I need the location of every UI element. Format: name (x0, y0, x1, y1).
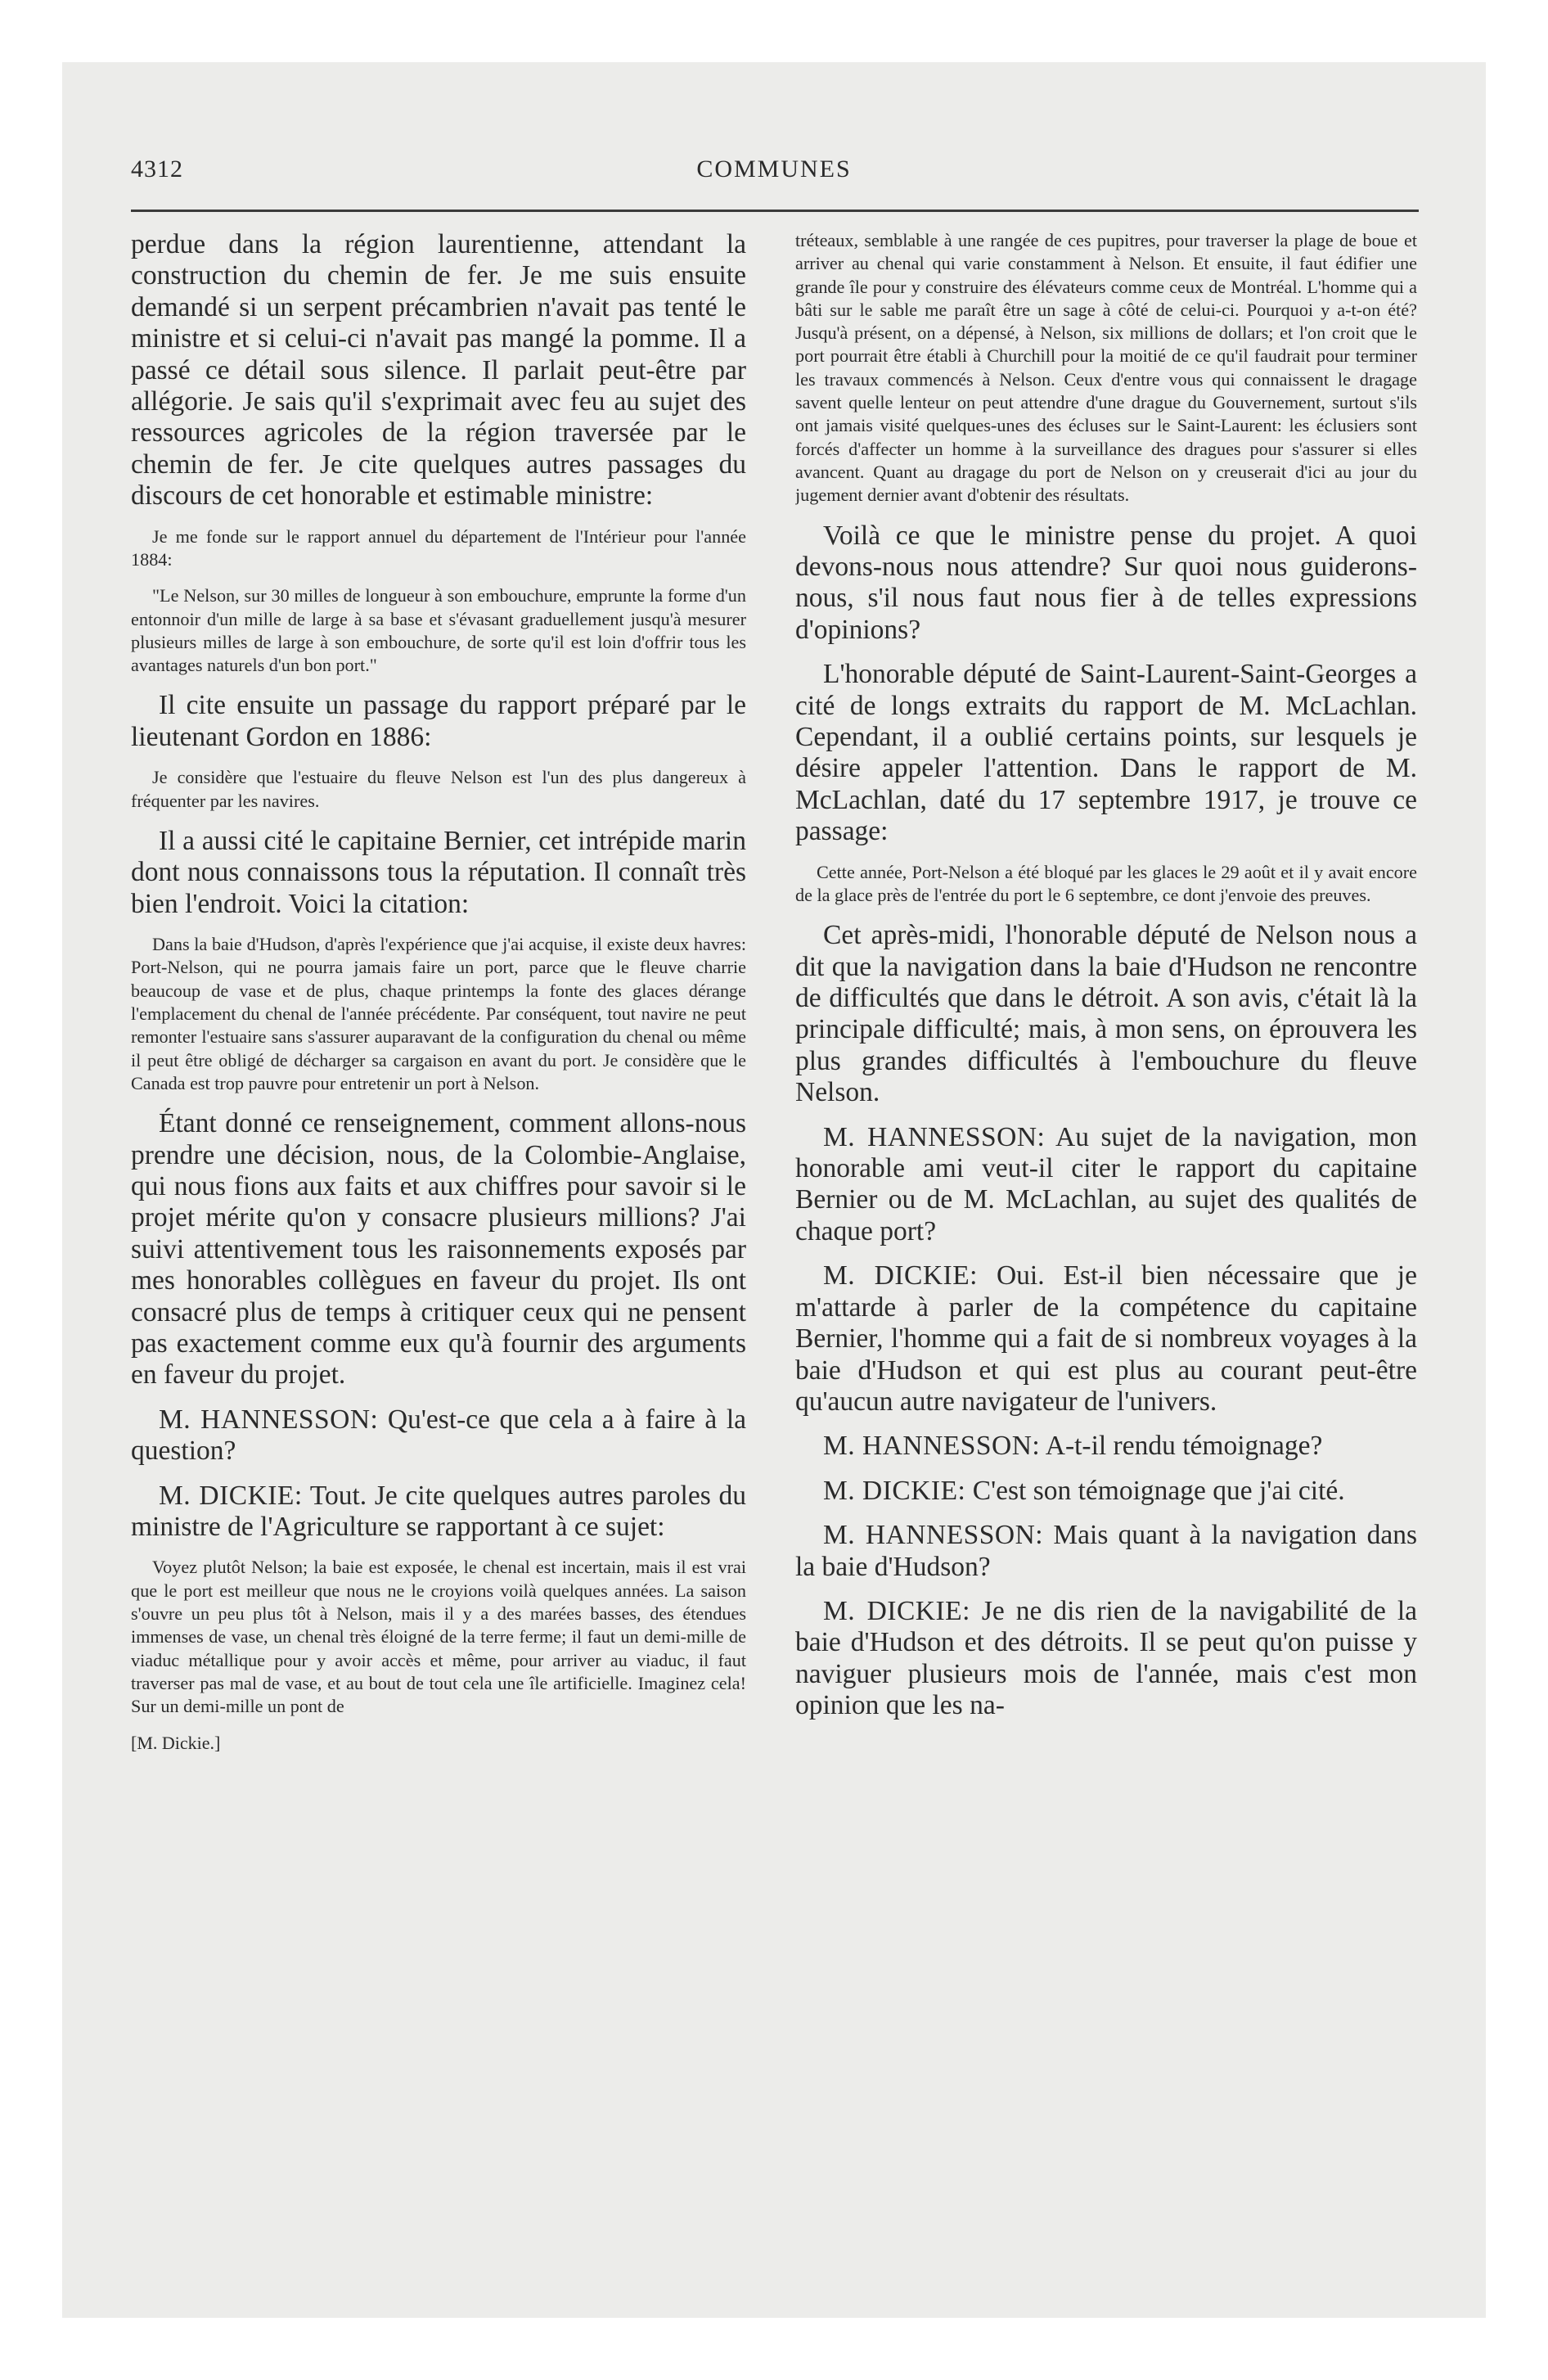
speech-paragraph (795, 1260, 1417, 1418)
speech-text: Mais quant à la navigation dans la baie d'Hudson? (795, 1520, 1417, 1582)
speech-text: Qu'est-ce que cela a à faire à la question? (131, 1404, 746, 1467)
quoted-passage: tréteaux, semblable à une rangée de ces pupitres, pour traverser la plage de boue et arriver au chenal qui varie constamment à Nelson. Et ensuite, il faut édifier une grande île pour y construire des élévateurs comme ceux de Montréal. L'homme qui a bâti sur le sable me paraît être un sage à côté de celui-ci. Pourquoi y a-t-on été? Jusqu'à présent, on a dépensé, à Nelson, six millions de dollars; et l'on croit que le port pourrait être établi à Churchill pour la moitié de ce qu'il faudrait pour terminer les travaux commencés à Nelson. Ceux d'entre vous qui connaissent le dragage savent quelle lenteur on peut attendre d'une drague du Gouvernement, surtout s'ils ont jamais visité quelques-unes des écluses sur le Saint-Laurent: les éclusiers sont forcés d'affecter un homme à la surveillance des dragues pour s'assurer si elles avancent. Quant au dragage du port de Nelson on y creuserait d'ici au jour du jugement dernier avant d'obtenir des résultats. (795, 230, 1417, 506)
speaker-name: M. HANNESSON: (159, 1404, 379, 1435)
footer-speaker-note: [M. Dickie.] (131, 1732, 221, 1753)
speech-paragraph (795, 1122, 1417, 1248)
header-rule (131, 210, 1419, 212)
running-title: COMMUNES (696, 156, 852, 183)
speech-paragraph: Il cite ensuite un passage du rapport préparé par le lieutenant Gordon en 1886: (131, 690, 746, 752)
speech-text: Je ne dis rien de la navigabilité de la baie d'Hudson et des détroits. Il se peut qu'on puisse y naviguer plusieurs mois de l'année, mais c'est mon opinion que les na- (795, 1595, 1417, 1721)
speech-paragraph (131, 1404, 746, 1467)
speech-text: A-t-il rendu témoignage? (1040, 1431, 1323, 1462)
speaker-name: M. DICKIE: (159, 1480, 303, 1511)
quoted-passage: Voyez plutôt Nelson; la baie est exposée, le chenal est incertain, mais il est vrai que le port est meilleur que nous ne le croyions voilà quelques années. La saison s'ouvre un peu plus tôt à Nelson, mais il y a des marées basses, des étendues immenses de vase, un chenal très éloigné de la terre ferme; il faut un demi-mille de viaduc métallique pour y avoir accès et même, pour arriver au viaduc, il faut traverser pas mal de vase, et au bout de tout cela une île artificielle. Imaginez cela! Sur un demi-mille un pont de (131, 1557, 746, 1717)
quoted-passage: Je considère que l'estuaire du fleuve Nelson est l'un des plus dangereux à fréquenter par les navires. (131, 767, 746, 811)
speech-text: C'est son témoignage que j'ai cité. (965, 1475, 1345, 1506)
quoted-passage: "Le Nelson, sur 30 milles de longueur à son embouchure, emprunte la forme d'un entonnoir d'un mille de large à sa base et s'évasant graduellement jusqu'à mesurer plusieurs milles de large à son embouchure, de sorte qu'il est loin d'offrir tous les avantages naturels d'un bon port." (131, 585, 746, 676)
page-number: 4312 (131, 156, 183, 183)
speaker-name: M. DICKIE: (823, 1475, 966, 1506)
quoted-passage: Cette année, Port-Nelson a été bloqué par les glaces le 29 août et il y avait encore de la glace près de l'entrée du port le 6 septembre, ce dont j'envoie des preuves. (795, 861, 1417, 905)
speech-paragraph (795, 1476, 1417, 1507)
quoted-passage: Dans la baie d'Hudson, d'après l'expérience que j'ai acquise, il existe deux havres: Port-Nelson, qui ne pourra jamais faire un port, parce que le fleuve charrie beaucoup de vase et de plus, chaque printemps la fonte des glaces dérange l'emplacement du chenal de l'année précédente. Par conséquent, tout navire ne peut remonter l'estuaire sans s'assurer auparavant de la configuration du chenal ou même il peut être obligé de décharger sa cargaison en avant du port. Je considère que le Canada est trop pauvre pour entretenir un port à Nelson. (131, 934, 746, 1093)
speech-paragraph (131, 1481, 746, 1544)
page-scan (62, 62, 1486, 2318)
speech-paragraph: Il a aussi cité le capitaine Bernier, cet intrépide marin dont nous connaissons tous la réputation. Il connaît très bien l'endroit. Voici la citation: (131, 825, 746, 919)
speech-text: Tout. Je cite quelques autres paroles du ministre de l'Agriculture se rapportant à ce sujet: (131, 1480, 746, 1543)
quoted-passage: Je me fonde sur le rapport annuel du département de l'Intérieur pour l'année 1884: (131, 525, 746, 570)
speech-paragraph: perdue dans la région laurentienne, attendant la construction du chemin de fer. Je me suis ensuite demandé si un serpent précambrien n'avait pas tenté le ministre et si celui-ci n'avait pas mangé la pomme. Il a passé ce détail sous silence. Il parlait peut-être par allégorie. Je sais qu'il s'exprimait avec feu au sujet des ressources agricoles de la région traversée par le chemin de fer. Je cite quelques autres passages du discours de cet honorable et estimable ministre: (131, 229, 746, 512)
speaker-name: M. DICKIE: (823, 1595, 970, 1626)
speech-paragraph (795, 1431, 1417, 1462)
right-column (795, 229, 1417, 2267)
speaker-name: M. HANNESSON: (823, 1520, 1044, 1551)
speech-paragraph: Étant donné ce renseignement, comment allons-nous prendre une décision, nous, de la Colombie-Anglaise, qui nous fions aux faits et aux chiffres pour savoir si le projet mérite qu'on y consacre plusieurs millions? J'ai suivi attentivement tous les raisonnements exposés par mes honorables collègues en faveur du projet. Ils ont consacré plus de temps à critiquer ceux qui ne pensent pas exactement comme eux qu'à fournir des arguments en faveur du projet. (131, 1108, 746, 1391)
speech-text: Au sujet de la navigation, mon honorable ami veut-il citer le rapport du capitaine Bernier ou de M. McLachlan, au sujet des qualités de chaque port? (795, 1121, 1417, 1246)
speech-paragraph: L'honorable député de Saint-Laurent-Saint-Georges a cité de longs extraits du rapport de M. McLachlan. Cependant, il a oublié certains points, sur lesquels je désire appeler l'attention. Dans le rapport de M. McLachlan, daté du 17 septembre 1917, je trouve ce passage: (795, 659, 1417, 847)
speech-paragraph (795, 1520, 1417, 1583)
speaker-name: M. HANNESSON: (823, 1431, 1041, 1462)
speech-paragraph: Voilà ce que le ministre pense du projet. A quoi devons-nous nous attendre? Sur quoi nous guiderons-nous, s'il nous faut nous fier à de telles expressions d'opinions? (795, 520, 1417, 645)
speech-paragraph: Cet après-midi, l'honorable député de Nelson nous a dit que la navigation dans la baie d'Hudson ne rencontre de difficultés que dans le détroit. A son avis, c'était là la principale difficulté; mais, à mon sens, on éprouvera les plus grandes difficultés à l'embouchure du fleuve Nelson. (795, 920, 1417, 1108)
speech-paragraph (795, 1596, 1417, 1722)
speaker-name: M. HANNESSON: (823, 1121, 1046, 1152)
speaker-name: M. DICKIE: (823, 1260, 978, 1291)
left-column (131, 229, 746, 2267)
speech-text: Oui. Est-il bien nécessaire que je m'attarde à parler de la compétence du capitaine Bernier, l'homme qui a fait de si nombreux voyages à la baie d'Hudson et qui est plus au courant peut-être qu'aucun autre navigateur de l'univers. (795, 1260, 1417, 1417)
page-header (62, 62, 1486, 226)
